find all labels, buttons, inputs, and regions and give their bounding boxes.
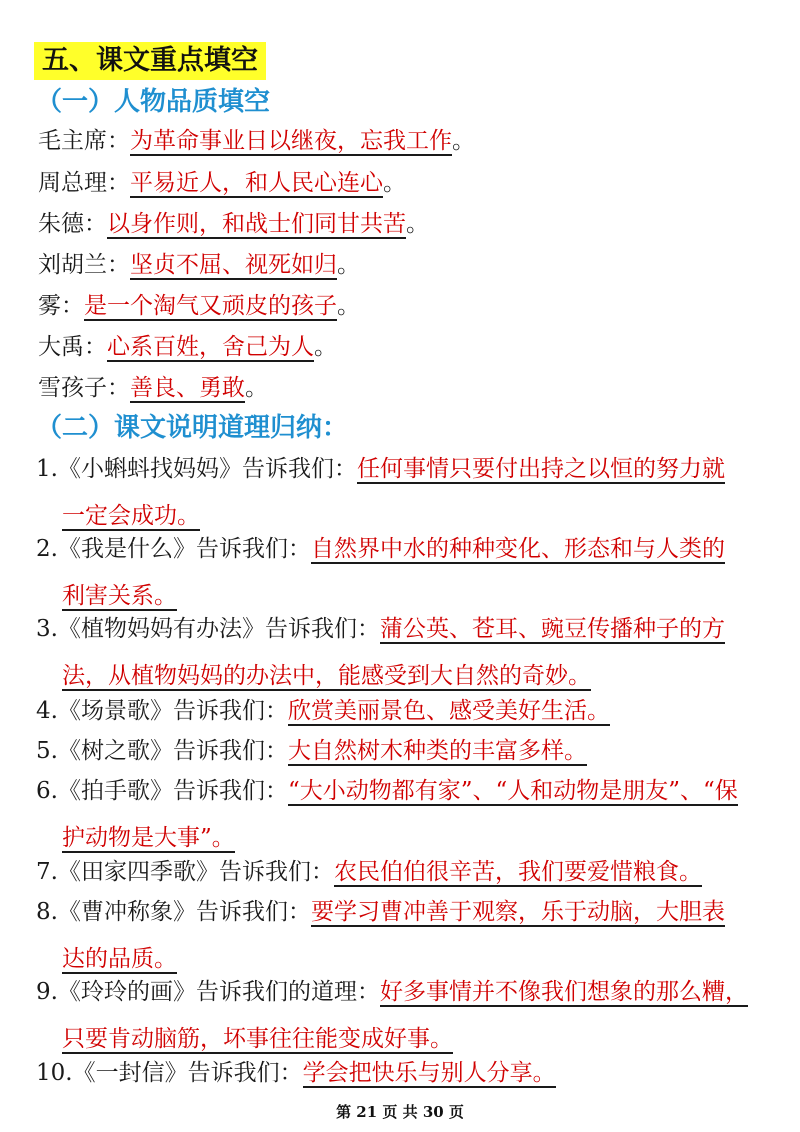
lesson-prefix: 4.《场景歌》告诉我们： [36, 698, 288, 724]
lesson-answer-line2: 达的品质。 [62, 946, 177, 972]
sentence-end: 。 [314, 334, 337, 360]
lesson-item [36, 969, 764, 1063]
lesson-prefix: 10.《一封信》告诉我们： [36, 1060, 303, 1086]
lesson-item [36, 606, 764, 700]
lesson-answer-line1: 自然界中水的种种变化、形态和与人类的 [310, 536, 725, 562]
sentence-end: 。 [337, 252, 360, 278]
subsection-title-lesson-morals: （二）课文说明道理归纳： [36, 413, 349, 443]
character-name: 雪孩子： [38, 375, 130, 401]
lesson-answer-line1: 蒲公英、苍耳、豌豆传播种子的方 [379, 616, 725, 642]
character-row [38, 207, 429, 241]
lesson-answer-line1: 农民伯伯很辛苦，我们要爱惜粮食。 [333, 859, 702, 885]
character-row [38, 330, 337, 364]
sentence-end: 。 [337, 293, 360, 319]
sentence-end: 。 [383, 170, 406, 196]
character-answer: 心系百姓，舍己为人 [107, 334, 314, 360]
lesson-prefix: 1.《小蝌蚪找妈妈》告诉我们： [36, 456, 357, 482]
character-name: 朱德： [38, 211, 107, 237]
lesson-answer-line2: 利害关系。 [62, 583, 177, 609]
lesson-answer-line1: 好多事情并不像我们想象的那么糟， [379, 979, 748, 1005]
character-row [38, 248, 360, 282]
lesson-answer-line2: 一定会成功。 [62, 503, 200, 529]
lesson-item [36, 768, 764, 862]
character-row [38, 124, 475, 158]
lesson-prefix: 6.《拍手歌》告诉我们： [36, 778, 288, 804]
character-name: 周总理： [38, 170, 130, 196]
lesson-answer-line1: 要学习曹冲善于观察，乐于动脑，大胆表 [310, 899, 725, 925]
character-row [38, 166, 406, 200]
lesson-prefix: 8.《曹冲称象》告诉我们： [36, 899, 311, 925]
lesson-answer-line1: 任何事情只要付出持之以恒的努力就 [356, 456, 725, 482]
character-row [38, 289, 360, 323]
lesson-answer-line2: 只要肯动脑筋，坏事往往能变成好事。 [62, 1026, 453, 1052]
lesson-answer-line1: 学会把快乐与别人分享。 [302, 1060, 556, 1086]
section-title: 五、课文重点填空 [34, 42, 266, 80]
sentence-end: 。 [452, 128, 475, 154]
lesson-answer-line1: 大自然树木种类的丰富多样。 [287, 738, 587, 764]
lesson-prefix: 3.《植物妈妈有办法》告诉我们： [36, 616, 380, 642]
lesson-answer-line2: 法，从植物妈妈的办法中，能感受到大自然的奇妙。 [62, 663, 591, 689]
character-answer: 坚贞不屈、视死如归 [130, 252, 337, 278]
character-answer: 以身作则，和战士们同甘共苦 [107, 211, 406, 237]
lesson-answer-line1: “大小动物都有家”、“人和动物是朋友”、“保 [287, 778, 738, 804]
sentence-end: 。 [245, 375, 268, 401]
sentence-end: 。 [406, 211, 429, 237]
character-answer: 为革命事业日以继夜，忘我工作 [130, 128, 452, 154]
character-name: 毛主席： [38, 128, 130, 154]
character-row [38, 371, 268, 405]
lesson-prefix: 7.《田家四季歌》告诉我们： [36, 859, 334, 885]
lesson-answer-line1: 欣赏美丽景色、感受美好生活。 [287, 698, 610, 724]
character-answer: 善良、勇敢 [130, 375, 245, 401]
lesson-prefix: 9.《玲玲的画》告诉我们的道理： [36, 979, 380, 1005]
character-name: 大禹： [38, 334, 107, 360]
lesson-item [36, 1050, 764, 1097]
lesson-answer-line2: 护动物是大事”。 [62, 825, 235, 851]
page-number-footer: 第 21 页 共 30 页 [336, 1103, 464, 1121]
character-name: 刘胡兰： [38, 252, 130, 278]
lesson-prefix: 2.《我是什么》告诉我们： [36, 536, 311, 562]
subsection-title-character-qualities: （一）人物品质填空 [36, 87, 271, 117]
character-name: 雾： [38, 293, 84, 319]
lesson-prefix: 5.《树之歌》告诉我们： [36, 738, 288, 764]
character-answer: 是一个淘气又顽皮的孩子 [84, 293, 337, 319]
character-answer: 平易近人，和人民心连心 [130, 170, 383, 196]
